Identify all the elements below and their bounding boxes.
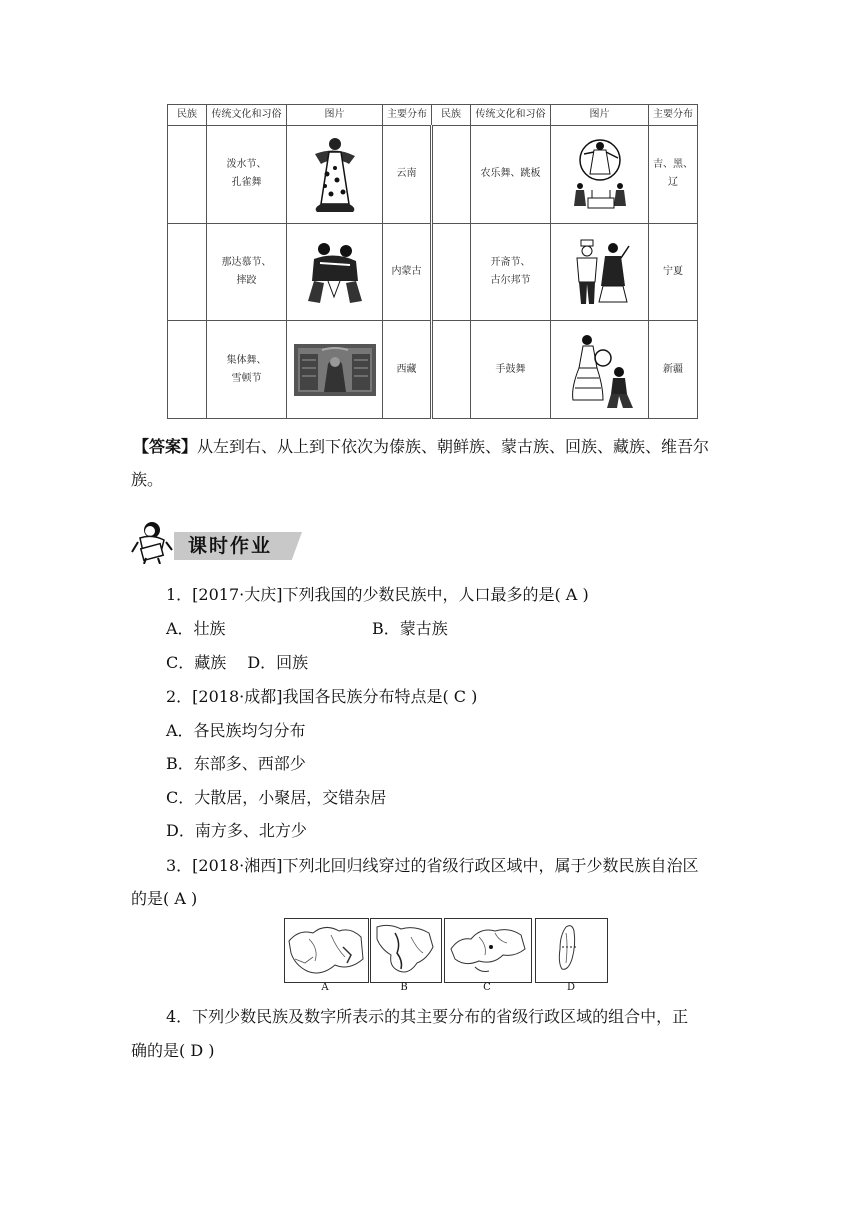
- answer-paragraph: [131, 430, 731, 496]
- ethnic-cell: [432, 321, 471, 419]
- ethnic-culture-table: [167, 104, 698, 419]
- table-header-row: [168, 105, 698, 126]
- culture-cell: [471, 321, 551, 419]
- map-label-a: A: [321, 982, 329, 993]
- header-picture-2: 图片: [551, 105, 649, 126]
- culture-cell: [471, 126, 551, 224]
- student-reading-icon: [130, 520, 176, 564]
- culture-cell: [471, 223, 551, 321]
- header-picture: 图片: [287, 105, 383, 126]
- region-cell: 云南: [383, 126, 432, 224]
- hui-couple-image: [551, 223, 649, 321]
- culture-text: 农乐舞、跳板: [480, 168, 541, 180]
- region-cell: 吉、黑、辽: [649, 126, 698, 224]
- culture-text: 那达慕节、: [221, 256, 272, 268]
- question-1-option-a: A．壮族: [166, 619, 226, 638]
- ethnic-cell: [168, 223, 207, 321]
- map-option-d: [535, 918, 608, 983]
- culture-text: 雪顿节: [231, 372, 262, 384]
- question-4-stem-line2: 确的是( D ): [131, 1041, 215, 1060]
- question-2-option-a: A．各民族均匀分布: [166, 721, 306, 740]
- answer-text: 从左到右、从上到下依次为傣族、朝鲜族、蒙古族、回族、藏族、维吾尔族。: [131, 437, 710, 489]
- korean-farmers-dance-image: [551, 126, 649, 224]
- question-2-stem: 2．[2018·成都]我国各民族分布特点是( C ): [166, 687, 478, 706]
- map-option-a: [284, 918, 369, 983]
- region-cell: 西藏: [383, 321, 432, 419]
- question-1-option-b: B．蒙古族: [372, 619, 448, 638]
- culture-text: 摔跤: [236, 274, 257, 286]
- ethnic-cell: [432, 126, 471, 224]
- tibetan-thangka-image: [287, 321, 383, 419]
- region-cell: 内蒙古: [383, 223, 432, 321]
- homework-title: 课时作业: [188, 535, 273, 557]
- header-culture-2: 传统文化和习俗: [471, 105, 551, 126]
- question-3-stem-line2: 的是( A ): [131, 889, 198, 908]
- question-3-stem-line1: 3．[2018·湘西]下列北回归线穿过的省级行政区域中，属于少数民族自治区: [166, 856, 699, 875]
- ethnic-cell: [432, 223, 471, 321]
- table-row: [168, 126, 698, 224]
- map-label-b: B: [400, 982, 408, 993]
- culture-text: 孔雀舞: [231, 177, 262, 189]
- question-2-option-d: D．南方多、北方少: [166, 821, 307, 840]
- question-1-stem: 1．[2017·大庆]下列我国的少数民族中，人口最多的是( A ): [166, 585, 589, 604]
- answer-label: 【答案】: [133, 437, 198, 456]
- ethnic-cell: [168, 321, 207, 419]
- culture-cell: [207, 126, 287, 224]
- culture-cell: [207, 223, 287, 321]
- culture-cell: [207, 321, 287, 419]
- ethnic-cell: [168, 126, 207, 224]
- map-label-c: C: [483, 982, 491, 993]
- culture-text: 古尔邦节: [490, 274, 531, 286]
- header-region: 主要分布: [383, 105, 432, 126]
- table-row: [168, 321, 698, 419]
- question-2-option-c: C．大散居，小聚居，交错杂居: [166, 788, 387, 807]
- region-cell: 新疆: [649, 321, 698, 419]
- map-option-c: [444, 918, 532, 983]
- question-2-option-b: B．东部多、西部少: [166, 754, 306, 773]
- question-1-option-cd: C．藏族 D．回族: [166, 653, 309, 672]
- header-culture: 传统文化和习俗: [207, 105, 287, 126]
- culture-text: 集体舞、: [226, 354, 267, 366]
- header-ethnic-2: 民族: [432, 105, 471, 126]
- homework-section-header: [130, 520, 310, 564]
- table-row: [168, 223, 698, 321]
- culture-text: 手鼓舞: [495, 363, 526, 375]
- question-4-stem-line1: 4．下列少数民族及数字所表示的其主要分布的省级行政区域的组合中，正: [166, 1007, 689, 1026]
- header-ethnic: 民族: [168, 105, 207, 126]
- map-label-d: D: [566, 982, 576, 993]
- uyghur-drum-dance-image: [551, 321, 649, 419]
- dai-peacock-dancer-image: [287, 126, 383, 224]
- header-region-2: 主要分布: [649, 105, 698, 126]
- map-option-b: [370, 918, 442, 983]
- region-cell: 宁夏: [649, 223, 698, 321]
- culture-text: 开斋节、: [490, 256, 531, 268]
- question-3-maps: [284, 918, 608, 996]
- culture-text: 泼水节、: [226, 159, 267, 171]
- mongolian-wrestlers-image: [287, 223, 383, 321]
